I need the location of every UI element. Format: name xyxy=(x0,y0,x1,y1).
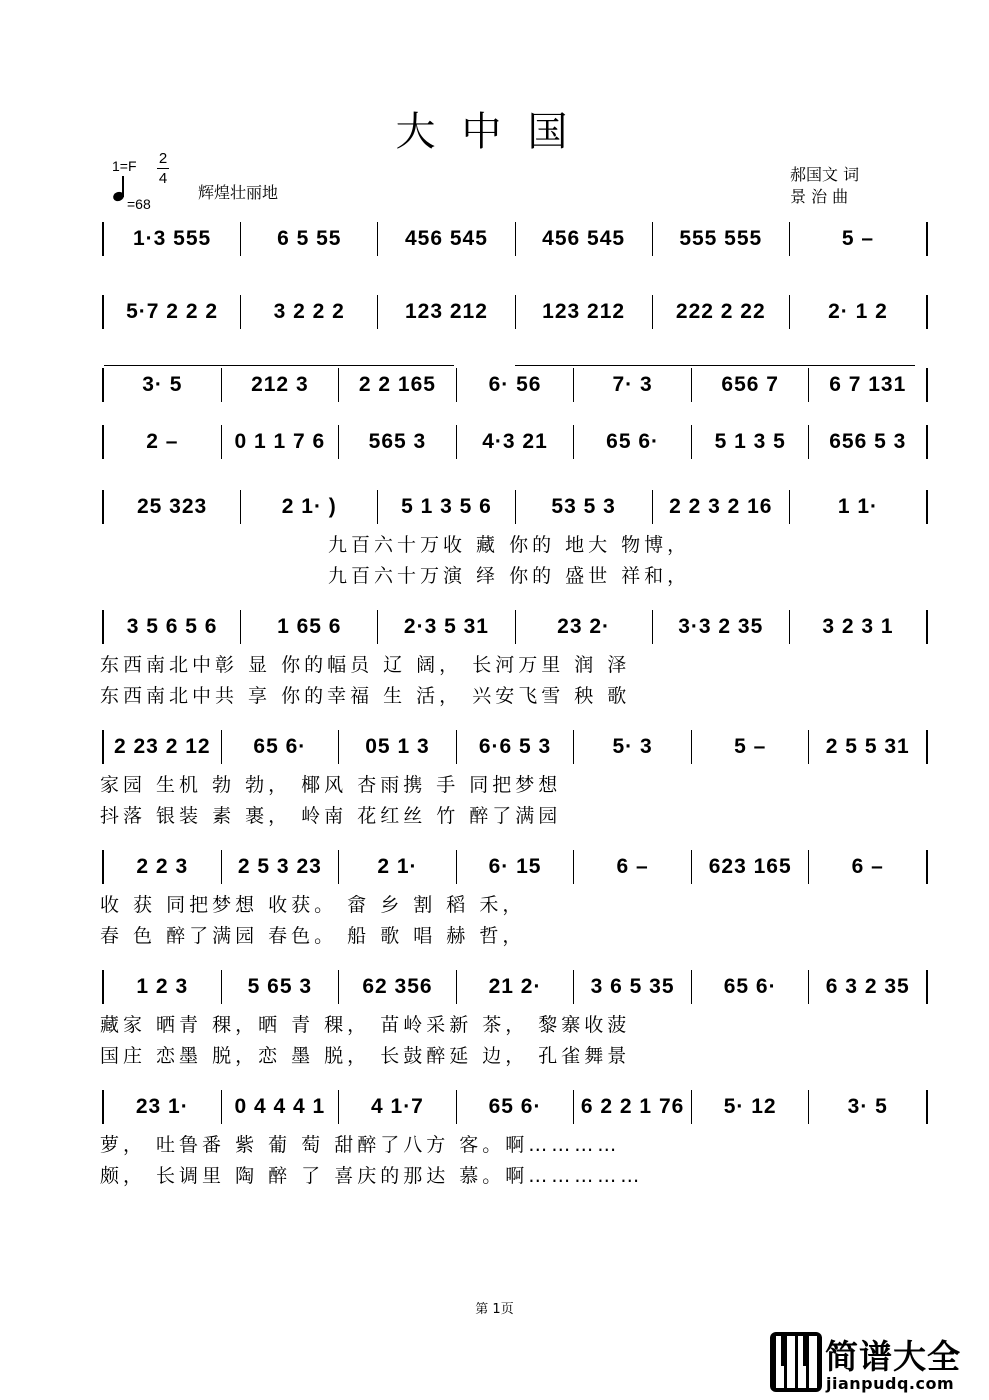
measure xyxy=(790,295,926,329)
lyric-line: 藏家 晒青 稞，晒 青 稞， 苗岭采新 茶， 黎寨收菠 xyxy=(100,1014,631,1036)
measure xyxy=(516,222,653,256)
lyric-line: 颇， 长调里 陶 醉 了 喜庆的那达 慕。啊…………… xyxy=(100,1165,644,1187)
measure xyxy=(457,368,575,402)
measure-notes: 1 2 3 xyxy=(136,975,189,998)
measure xyxy=(574,970,692,1004)
lyric-line: 国庄 恋墨 脱，恋 墨 脱， 长鼓醉延 边， 孔雀舞景 xyxy=(100,1045,631,1067)
measure-notes: 65 6· xyxy=(488,1095,542,1118)
measure-notes: 3 6 5 35 xyxy=(590,975,675,998)
measure xyxy=(222,425,340,459)
measure-notes: 6 7 131 xyxy=(829,373,907,396)
measure-notes: 6 – xyxy=(851,855,884,878)
measure-notes: 0 1 1 7 6 xyxy=(234,430,326,453)
measure xyxy=(378,222,515,256)
measure xyxy=(241,490,378,524)
measure-notes: 65 6· xyxy=(606,430,660,453)
measure-notes: 2 – xyxy=(146,430,179,453)
measure xyxy=(457,730,575,764)
measure-notes: 456 545 xyxy=(542,227,626,250)
measure xyxy=(790,490,926,524)
measure xyxy=(339,368,457,402)
measure xyxy=(378,295,515,329)
measure xyxy=(809,425,926,459)
score-row xyxy=(102,368,928,402)
measure-notes: 3· 5 xyxy=(142,373,183,396)
measure xyxy=(653,295,790,329)
measure xyxy=(104,368,222,402)
measure-notes: 656 7 xyxy=(721,373,779,396)
time-signature-top: 2 xyxy=(158,150,168,167)
lyricist: 郝国文 词 xyxy=(790,165,860,184)
measure-notes: 6 3 2 35 xyxy=(825,975,910,998)
piano-logo-icon xyxy=(768,1330,824,1394)
measure-notes: 25 323 xyxy=(136,495,208,518)
measure-notes: 2· 1 2 xyxy=(828,300,888,323)
measure xyxy=(692,425,810,459)
score-row xyxy=(102,490,928,524)
measure-notes: 5 – xyxy=(841,227,875,250)
measure-notes: 4·3 21 xyxy=(482,430,548,453)
measure-notes: 5· 3 xyxy=(612,735,653,758)
tempo-marking: =68 xyxy=(127,196,151,212)
lyric-line: 抖落 银装 素 裹， 岭南 花红丝 竹 醉了满园 xyxy=(100,805,562,827)
measure xyxy=(241,295,378,329)
measure xyxy=(222,1090,340,1124)
measure-notes: 6·6 5 3 xyxy=(478,735,552,758)
measure-notes: 53 5 3 xyxy=(551,495,616,518)
measure xyxy=(241,222,378,256)
measure xyxy=(104,1090,222,1124)
measure-notes: 65 6· xyxy=(723,975,777,998)
score-row xyxy=(102,610,928,644)
measure-notes: 6· 15 xyxy=(488,855,542,878)
measure xyxy=(104,222,241,256)
measure xyxy=(222,368,340,402)
measure-notes: 3·3 2 35 xyxy=(678,615,764,638)
score-row xyxy=(102,730,928,764)
score-row xyxy=(102,1090,928,1124)
score-row xyxy=(102,295,928,329)
measure xyxy=(104,425,222,459)
measure xyxy=(339,730,457,764)
measure-notes: 3 5 6 5 6 xyxy=(126,615,218,638)
measure xyxy=(653,490,790,524)
measure-notes: 5 65 3 xyxy=(247,975,313,998)
lyric-line: 东西南北中共 享 你的幸福 生 活， 兴安飞雪 秧 歌 xyxy=(100,685,631,707)
measure-notes: 6 – xyxy=(616,855,649,878)
measure xyxy=(222,970,340,1004)
measure-notes: 2 2 3 2 16 xyxy=(669,495,773,518)
lyric-line: 东西南北中彰 显 你的幅员 辽 阔， 长河万里 润 泽 xyxy=(100,654,631,676)
measure xyxy=(574,730,692,764)
measure-notes: 123 212 xyxy=(404,300,488,323)
measure xyxy=(222,730,340,764)
measure-notes: 3 2 3 1 xyxy=(822,615,894,638)
measure-notes: 6 2 2 1 76 xyxy=(580,1095,685,1118)
measure-notes: 05 1 3 xyxy=(365,735,430,758)
measure xyxy=(790,222,926,256)
measure-notes: 2 23 2 12 xyxy=(113,735,211,758)
slur-tie xyxy=(104,365,454,366)
measure xyxy=(339,850,457,884)
measure-notes: 1 65 6 xyxy=(277,615,342,638)
measure xyxy=(809,970,926,1004)
lyric-line: 萝， 吐鲁番 紫 葡 萄 甜醉了八方 客。啊………… xyxy=(100,1134,621,1156)
measure xyxy=(790,610,926,644)
measure-notes: 5 1 3 5 6 xyxy=(401,495,492,518)
measure-notes: 1·3 555 xyxy=(132,227,212,250)
measure-notes: 656 5 3 xyxy=(829,430,907,453)
note-stem xyxy=(122,176,124,197)
measure xyxy=(692,1090,810,1124)
measure xyxy=(516,490,653,524)
measure-notes: 2 1· xyxy=(377,855,418,878)
measure-notes: 5·7 2 2 2 xyxy=(126,300,219,323)
measure xyxy=(809,730,926,764)
measure-notes: 1 1· xyxy=(837,495,879,518)
measure xyxy=(653,610,790,644)
measure-notes: 212 3 xyxy=(251,373,309,396)
measure xyxy=(692,730,810,764)
measure xyxy=(574,368,692,402)
measure-notes: 5· 12 xyxy=(723,1095,777,1118)
measure-notes: 7· 3 xyxy=(612,373,653,396)
measure xyxy=(378,490,515,524)
measure xyxy=(809,850,926,884)
measure-notes: 23 1· xyxy=(135,1095,189,1118)
measure xyxy=(378,610,515,644)
measure xyxy=(692,970,810,1004)
measure xyxy=(104,610,241,644)
measure xyxy=(809,368,926,402)
slur-tie xyxy=(515,365,915,366)
measure xyxy=(692,368,810,402)
key-signature: 1=F xyxy=(112,158,137,174)
site-logo-name: 简谱大全 xyxy=(825,1337,961,1376)
measure xyxy=(222,850,340,884)
measure xyxy=(241,610,378,644)
measure xyxy=(457,850,575,884)
measure-notes: 2 5 3 23 xyxy=(237,855,322,878)
composer: 景 治 曲 xyxy=(790,187,849,206)
measure xyxy=(574,850,692,884)
measure xyxy=(653,222,790,256)
expression-marking: 辉煌壮丽地 xyxy=(198,183,279,202)
lyric-line: 收 获 同把梦想 收获。 畲 乡 割 稻 禾， xyxy=(100,894,526,916)
credits xyxy=(790,164,859,208)
measure xyxy=(104,295,241,329)
measure xyxy=(339,970,457,1004)
measure-notes: 23 2· xyxy=(557,615,611,638)
score-row xyxy=(102,222,928,256)
measure xyxy=(516,610,653,644)
measure-notes: 6· 56 xyxy=(488,373,542,396)
measure-notes: 456 545 xyxy=(404,227,488,250)
measure-notes: 565 3 xyxy=(368,430,427,453)
measure xyxy=(457,970,575,1004)
measure-notes: 2 5 5 31 xyxy=(825,735,910,758)
measure xyxy=(516,295,653,329)
measure xyxy=(104,490,241,524)
measure-notes: 2·3 5 31 xyxy=(403,615,489,638)
measure-notes: 65 6· xyxy=(253,735,307,758)
measure xyxy=(457,425,575,459)
score-row xyxy=(102,850,928,884)
measure xyxy=(692,850,810,884)
measure-notes: 21 2· xyxy=(488,975,542,998)
measure-notes: 2 2 165 xyxy=(358,373,436,396)
measure xyxy=(457,1090,575,1124)
measure xyxy=(104,730,222,764)
measure xyxy=(339,425,457,459)
measure xyxy=(339,1090,457,1124)
measure-notes: 62 356 xyxy=(362,975,433,998)
measure xyxy=(809,1090,926,1124)
measure-notes: 555 555 xyxy=(679,227,763,250)
measure-notes: 623 165 xyxy=(708,855,792,878)
time-signature xyxy=(157,150,169,187)
measure xyxy=(104,850,222,884)
score-row xyxy=(102,970,928,1004)
measure-notes: 3· 5 xyxy=(847,1095,888,1118)
measure-notes: 4 1·7 xyxy=(371,1095,424,1118)
page-title: 大中国 xyxy=(395,109,594,155)
lyric-line: 春 色 醉了满园 春色。 船 歌 唱 赫 哲， xyxy=(100,925,526,947)
measure-notes: 3 2 2 2 xyxy=(273,300,345,323)
measure-notes: 123 212 xyxy=(542,300,626,323)
measure-notes: 0 4 4 4 1 xyxy=(234,1095,326,1118)
page-number: 第 1页 xyxy=(475,1302,514,1317)
lyric-line: 家园 生机 勃 勃， 椰风 杏雨携 手 同把梦想 xyxy=(100,774,562,796)
site-logo-url: jianpudq.com xyxy=(826,1374,955,1393)
measure-notes: 5 1 3 5 xyxy=(714,430,786,453)
measure-notes: 6 5 55 xyxy=(277,227,342,250)
measure-notes: 222 2 22 xyxy=(675,300,766,323)
score-row xyxy=(102,425,928,459)
measure-notes: 5 – xyxy=(734,735,767,758)
measure-notes: 2 2 3 xyxy=(136,855,189,878)
lyric-line: 九百六十万演 绎 你的 盛世 祥和， xyxy=(328,565,691,587)
measure xyxy=(104,970,222,1004)
measure xyxy=(574,1090,692,1124)
time-signature-bottom: 4 xyxy=(158,170,168,187)
measure xyxy=(574,425,692,459)
lyric-line: 九百六十万收 藏 你的 地大 物博， xyxy=(328,534,691,556)
measure-notes: 2 1· ) xyxy=(281,495,337,518)
